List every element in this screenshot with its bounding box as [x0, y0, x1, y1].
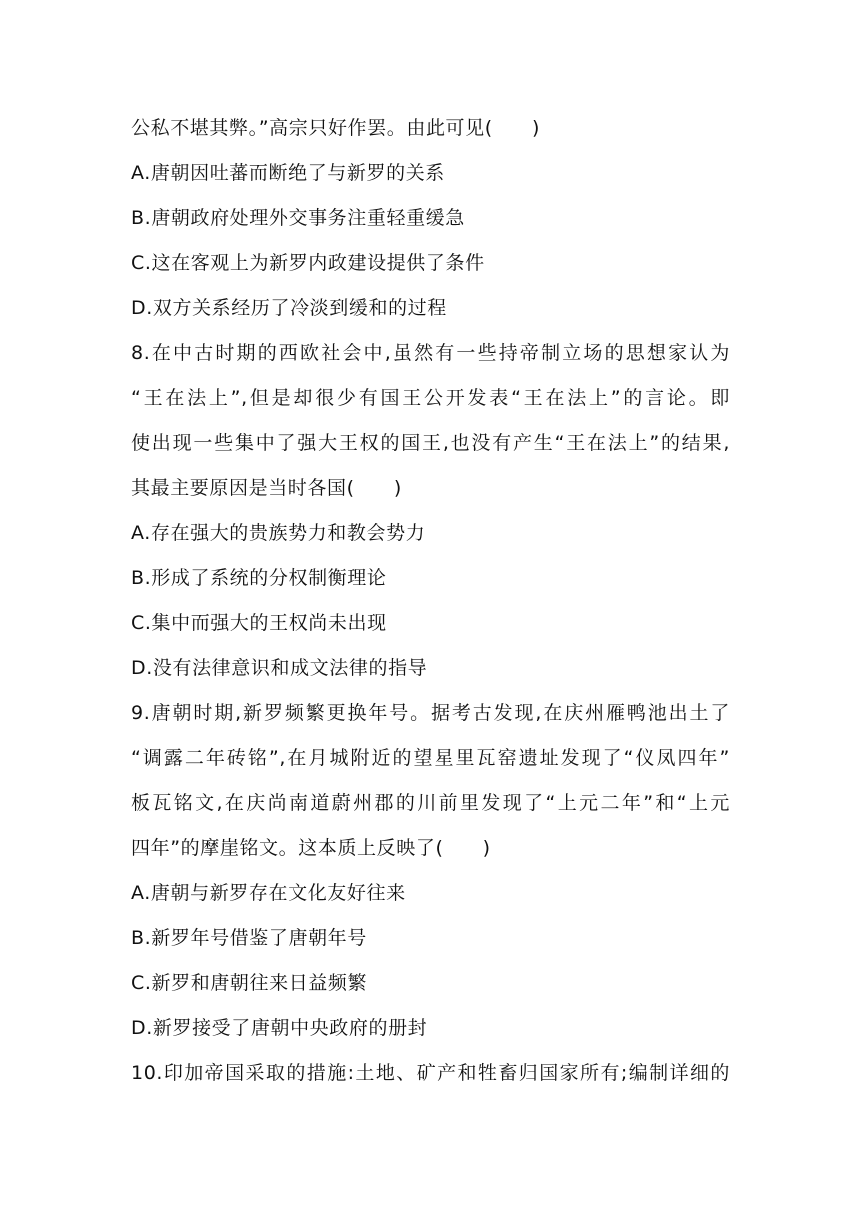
question-8-stem-line-3: 使出现一些集中了强大王权的国王,也没有产生“王在法上”的结果,	[131, 432, 730, 454]
question-9-stem-line-4: 四年”的摩崖铭文。这本质上反映了( )	[131, 837, 491, 859]
question-9-stem-line-2: “调露二年砖铭”,在月城附近的望星里瓦窑遗址发现了“仪凤四年”	[131, 747, 730, 769]
question-10-stem-line-1: 10.印加帝国采取的措施:土地、矿产和牲畜归国家所有;编制详细的	[131, 1062, 730, 1084]
question-8-option-c: C.集中而强大的王权尚未出现	[131, 612, 387, 634]
question-9-option-d: D.新罗接受了唐朝中央政府的册封	[131, 1017, 428, 1039]
question-7-option-c: C.这在客观上为新罗内政建设提供了条件	[131, 252, 485, 274]
question-8-stem-line-1: 8.在中古时期的西欧社会中,虽然有一些持帝制立场的思想家认为	[131, 342, 730, 364]
question-8-stem-line-4: 其最主要原因是当时各国( )	[131, 477, 402, 499]
question-7-option-b: B.唐朝政府处理外交事务注重轻重缓急	[131, 207, 465, 229]
question-8-option-a: A.存在强大的贵族势力和教会势力	[131, 522, 426, 544]
question-9-option-a: A.唐朝与新罗存在文化友好往来	[131, 882, 406, 904]
question-8-option-b: B.形成了系统的分权制衡理论	[131, 567, 387, 589]
question-7-option-d: D.双方关系经历了冷淡到缓和的过程	[131, 297, 447, 319]
question-7-stem-end: 公私不堪其弊。”高宗只好作罢。由此可见( )	[131, 117, 540, 139]
question-8-stem-line-2: “王在法上”,但是却很少有国王公开发表“王在法上”的言论。即	[131, 387, 730, 409]
question-9-option-b: B.新罗年号借鉴了唐朝年号	[131, 927, 367, 949]
question-8-option-d: D.没有法律意识和成文法律的指导	[131, 657, 428, 679]
question-7-option-a: A.唐朝因吐蕃而断绝了与新罗的关系	[131, 162, 445, 184]
question-9-stem-line-1: 9.唐朝时期,新罗频繁更换年号。据考古发现,在庆州雁鸭池出土了	[131, 702, 730, 724]
question-9-option-c: C.新罗和唐朝往来日益频繁	[131, 972, 368, 994]
question-9-stem-line-3: 板瓦铭文,在庆尚南道蔚州郡的川前里发现了“上元二年”和“上元	[131, 792, 730, 814]
